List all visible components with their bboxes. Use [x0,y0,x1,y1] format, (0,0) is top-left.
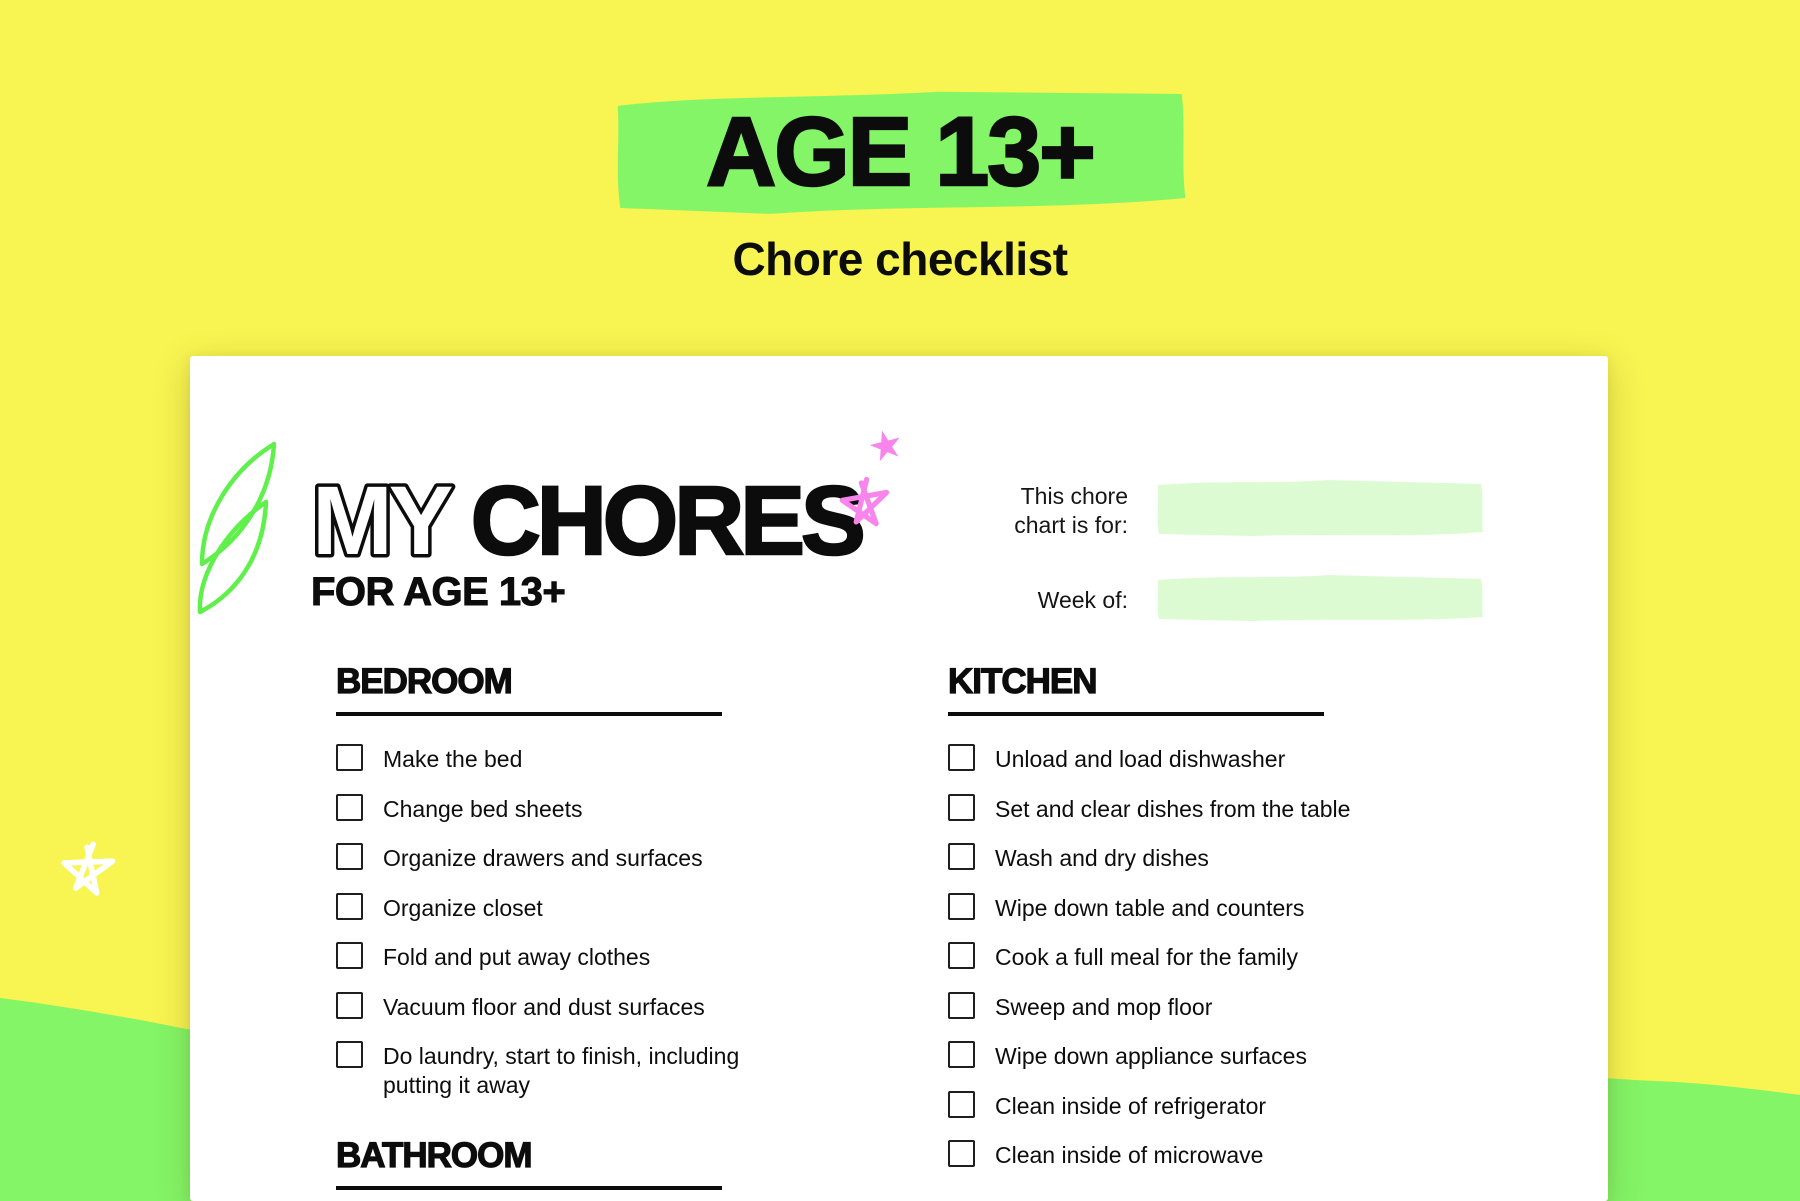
leaf-doodle-icon [186,440,290,616]
checklist-item [948,1141,1368,1170]
filled-star-icon: ★ [863,420,909,472]
chore-label: Change bed sheets [383,795,583,822]
section-bedroom [336,662,756,1121]
svg-text:MY CHORES [312,466,862,575]
page-subtitle: Chore checklist [732,233,1068,285]
checklist-item [948,844,1368,873]
chore-checkbox[interactable] [948,992,975,1019]
chore-label: Clean inside of refrigerator [995,1092,1267,1119]
checklist-item [948,894,1368,923]
checklist-item [336,993,756,1022]
checklist-item [336,795,756,824]
chore-checkbox[interactable] [336,992,363,1019]
chore-checkbox[interactable] [336,794,363,821]
white-star-scribble-icon [58,840,116,896]
checklist-item [948,993,1368,1022]
chore-list [948,745,1368,1170]
checklist-item [336,894,756,923]
section-kitchen [948,662,1368,1191]
week-of-label: Week of: [1037,587,1128,613]
chore-checkbox[interactable] [948,843,975,870]
checklist-item [336,943,756,972]
chore-label: Cook a full meal for the family [995,944,1298,970]
section-title: BATHROOM [336,1136,532,1175]
chore-checkbox[interactable] [948,1041,975,1068]
section-title: KITCHEN [948,662,1097,701]
chore-label: Vacuum floor and dust surfaces [383,993,705,1020]
checklist-item [336,745,756,774]
chart-for-label: This chore chart is for: [1014,483,1128,538]
section-title: BEDROOM [336,662,512,701]
checklist-item [948,745,1368,774]
chore-label: Organize drawers and surfaces [383,845,703,871]
chore-checkbox[interactable] [948,1140,975,1167]
chore-label: Make the bed [383,746,523,772]
chore-label: Sweep and mop floor [995,993,1213,1020]
chore-checkbox[interactable] [948,1091,975,1118]
chore-checkbox[interactable] [948,942,975,969]
chore-label: Unload and load dishwasher [995,746,1286,772]
section-underline [948,712,1324,716]
chore-checkbox[interactable] [948,744,975,771]
page-title: AGE 13+ [706,97,1094,206]
chore-chart-card [190,356,1608,1201]
section-underline [336,712,722,716]
chore-label: Wipe down table and counters [995,894,1305,921]
logo-prefix: MY [312,466,448,575]
chore-label: Do laundry, start to finish, including putting it away [383,1043,740,1098]
chore-checkbox[interactable] [336,942,363,969]
checklist-item [948,1092,1368,1121]
pink-star-scribble-icon [838,474,890,530]
checklist-item [336,1042,756,1100]
chore-checkbox[interactable] [336,744,363,771]
chore-list [336,745,756,1100]
checklist-item [948,943,1368,972]
chore-label: Wash and dry dishes [995,845,1209,871]
section-underline [336,1186,722,1190]
chore-checkbox[interactable] [336,1041,363,1068]
checklist-item [336,844,756,873]
chore-label: Organize closet [383,894,543,921]
chore-label: Wipe down appliance surfaces [995,1043,1307,1069]
chore-checkbox[interactable] [948,794,975,821]
logo-suffix: CHORES [470,466,862,575]
chart-for-blank[interactable] [1153,476,1485,540]
chore-label: Set and clear dishes from the table [995,795,1351,822]
logo-tagline: FOR AGE 13+ [311,570,566,614]
chore-label: Fold and put away clothes [383,944,651,970]
chore-label: Clean inside of microwave [995,1142,1264,1168]
chore-checkbox[interactable] [336,893,363,920]
section-bathroom [336,1136,756,1190]
week-of-blank[interactable] [1153,572,1485,624]
checklist-item [948,1042,1368,1071]
chore-checkbox[interactable] [948,893,975,920]
checklist-item [948,795,1368,824]
chore-checkbox[interactable] [336,843,363,870]
